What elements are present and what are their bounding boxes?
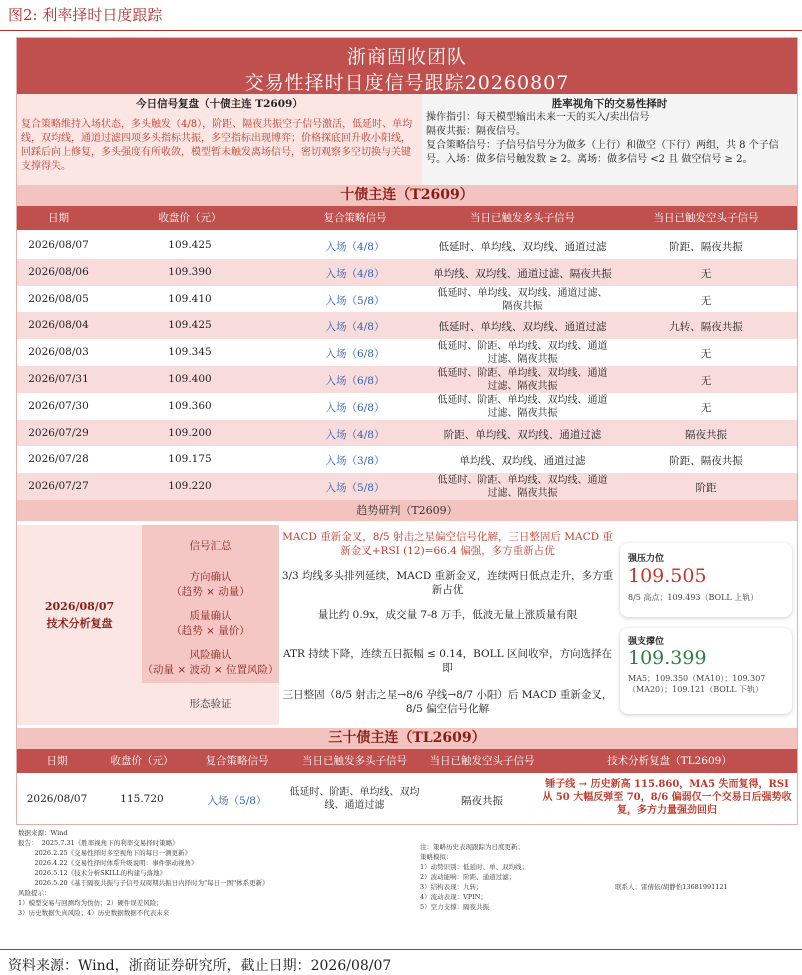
cell-date: 2026/08/05 [28,292,89,305]
cell-date: 2026/07/31 [28,373,89,385]
cell-short: 隔夜共振 [685,428,727,441]
table-row [17,312,797,339]
cell-short: 无 [700,375,712,387]
footnote-right: 注：策略历史表现跟踪为日度更新； 策略模拟： 1）动势识别：低延时、单、双均线； 2）波动能响：阶距、通道过滤； 3）结构表现：九转； 4）流动表现：VPIN； 5）空力支撑：隔夜共振 [420,843,529,911]
cell-close: 115.720 [120,793,164,805]
cell-long: 低延时、阶距、单均线、双均线、通道过滤、隔夜共振 [437,341,608,366]
support-label: 强支撑位 [628,637,665,647]
cell-signal: 入场（4/8） [325,321,385,334]
trend-item-title: 形态验证 [189,698,232,710]
intro-right-line: 复合策略信号：子信号信号分为做多（上行）和做空（下行）两组，共 8 个子信号。入场：做多信号触发数 ≥ 2。离场：做多信号 <2 且 做空信号 ≥ 2。 [426,140,779,165]
intro-left-text: 复合策略维持入场状态，多头触发（4/8），阶距、隔夜共振空子信号激活，低延时、单均线，双均线，通道过滤四项多头指标共振，多空指标出现博弈；价格探底回升收小阳线，回踩后向上修复，多头强度有所收敛，模型暂未触发离场信号，密切观察多空切换与关键支撑得失。 [21,119,413,172]
trend-item-title: 质量确认 [189,610,232,622]
t30-section-title: 三十债主连（TL2609） [17,728,797,749]
trend-item-name [142,603,279,642]
trend-item-sub: （趋势 × 量价） [171,625,250,637]
figure-title: 图2: 利率择时日度跟踪 [8,6,163,24]
support-sub: MA5；109.350（MA10）；109.307（MA20）；109.121（BOLL 下轨） [628,674,766,694]
banner [17,38,797,94]
cell-short: 无 [700,348,712,361]
cell-date: 2026/08/03 [28,346,89,359]
banner-title: 交易性择时日度信号跟踪20260807 [244,72,570,94]
support-value: 109.399 [628,647,707,669]
cell-date: 2026/08/04 [28,319,89,332]
col-close: 收盘价（元） [110,755,174,767]
cell-close: 109.345 [168,346,212,359]
cell-signal: 入场（6/8） [325,401,385,414]
trend-item-sub: （趋势 × 动量） [171,586,250,598]
trend-item-text: 三日整固（8/5 射击之星→8/6 孕线→8/7 小阳）后 MACD 重新金叉，8/5 偏空信号化解 [282,689,613,715]
cell-long: 单均线、双均线、通道过滤、隔夜共振 [433,267,612,280]
col-signal: 复合策略信号 [323,212,387,224]
pressure-value: 109.505 [628,565,707,587]
bottom-rule [0,949,802,950]
cell-date: 2026/08/07 [28,239,89,251]
t10-header [17,206,797,230]
cell-date: 2026/07/29 [28,426,89,439]
trend-item-name [142,642,279,683]
cell-date: 2026/07/28 [28,453,89,466]
cell-short: 无 [700,267,712,280]
support-card [620,628,792,714]
trend-item-title: 风险确认 [189,649,232,661]
trend-label: 技术分析复盘 [46,617,113,630]
trend-item-text: 3/3 均线多头排列延续，MACD 重新金叉，连续两日低点走升，多方重新占优 [281,570,614,596]
intro-right-line: 操作指引：每天模型输出未来一天的买入/卖出信号 [426,112,650,123]
trend-item-name [142,525,279,564]
col-long: 当日已触发多头子信号 [302,755,407,767]
table-row [17,473,797,500]
intro-right-title: 胜率视角下的交易性择时 [551,98,668,110]
col-short: 当日已触发空头子信号 [653,212,759,224]
cell-date: 2026/07/27 [28,480,89,493]
cell-signal: 入场（6/8） [325,348,385,361]
cell-close: 109.360 [168,399,212,412]
cell-date: 2026/07/30 [28,399,89,412]
trend-item-name [142,683,279,725]
col-analysis: 技术分析复盘（TL2609） [607,755,732,767]
table-row [17,339,797,366]
cell-signal: 入场（5/8） [325,294,385,307]
col-date: 日期 [46,755,68,767]
cell-long: 低延时、单均线、双均线、通道过滤 [438,241,607,253]
table-row [17,259,797,286]
cell-short: 隔夜共振 [461,795,503,807]
intro-right-line: 隔夜共振：隔夜信号。 [426,126,526,137]
trend-item-text: ATR 持续下降，连续五日振幅 ≤ 0.14，BOLL 区间收窄，方向选择在即 [283,648,612,674]
footnote-left: 数据来源：Wind 报告： 2025.7.31《胜率视角下的利率交易择时策略》 2026.2.25《交易性择时多空视角下的每日一测更新》 2026.4.22《交易性择时体系升级说明：事件驱动视角》 2026.5.12《技术分析SKILL的构建与落地》 2026.5.20《基于隔夜共振与子信号双周期共振日内择时为"每日一图"体系更新》 风险提示： 1）模型交易与回测均为伪仿；2）硬件误差风险； 3）历史数据失真风险；4）历史数据数据不代表未来 [18,829,269,917]
cell-signal: 入场（4/8） [325,267,385,280]
footnote-contact: 联系人：雷倩依/胡静怡13681991121 [615,883,728,891]
banner-team: 浙商固收团队 [346,46,467,68]
t30-row [17,775,797,825]
cell-signal: 入场（3/8） [325,455,385,468]
trend-item-title: 信号汇总 [189,540,232,552]
t30-header [17,749,797,773]
table-row [17,393,797,420]
cell-close: 109.425 [168,239,212,251]
pressure-card [620,543,792,617]
cell-short: 九转、隔夜共振 [669,321,743,334]
cell-close: 109.175 [168,453,212,466]
cell-long: 低延时、阶距、单均线、双均线、通道过滤 [289,787,420,811]
intro-left-title: 今日信号复盘（十债主连 T2609） [136,98,303,110]
pressure-sub: 8/5 高点；109.493（BOLL 上轨） [628,593,759,602]
cell-signal: 入场（5/8） [207,795,267,807]
title-rule [0,30,802,31]
table-row [17,420,797,447]
cell-close: 109.425 [168,319,212,332]
trend-section-title: 趋势研判（T2609） [17,500,797,521]
t10-section-title: 十债主连（T2609） [17,185,797,206]
cell-date: 2026/08/07 [26,793,88,805]
col-close: 收盘价（元） [158,212,222,224]
source-note: 资料来源：Wind，浙商证券研究所，截止日期：2026/08/07 [8,958,392,974]
cell-signal: 入场（4/8） [325,428,385,441]
cell-signal: 入场（6/8） [325,375,385,387]
cell-close: 109.410 [168,292,212,305]
cell-short: 无 [700,401,712,414]
cell-close: 109.200 [168,426,212,439]
cell-long: 低延时、单均线、双均线、通道过滤、隔夜共振 [437,287,608,312]
cell-long: 单均线、双均线、通道过滤 [459,455,586,468]
intro-right-text [426,111,792,167]
trend-left-panel [17,525,142,725]
table-row [17,366,797,393]
cell-short: 阶距 [695,482,717,495]
trend-item-title: 方向确认 [189,571,232,583]
trend-item-sub: （动量 × 波动 × 位置风险） [142,664,279,676]
trend-item-name [142,564,279,603]
col-signal: 复合策略信号 [205,755,269,767]
cell-signal: 入场（4/8） [325,241,385,253]
cell-close: 109.220 [168,480,212,493]
cell-long: 低延时、单均线、双均线、通道过滤 [438,321,607,334]
cell-short: 无 [700,294,712,307]
cell-long: 低延时、阶距、单均线、双均线、通道过滤、隔夜共振 [437,394,608,419]
table-row [17,286,797,313]
trend-date: 2026/08/07 [44,600,115,613]
trend-item-text: MACD 重新金叉，8/5 射击之星偏空信号化解，三日整固后 MACD 重新金叉+RSI (12)=66.4 偏强，多方重新占优 [282,531,613,557]
col-date: 日期 [48,212,69,224]
cell-close: 109.390 [168,265,212,278]
cell-long: 低延时、阶距、单均线、双均线、通道过滤、隔夜共振 [437,475,608,500]
table-row [17,232,797,259]
col-short: 当日已触发空头子信号 [429,755,535,767]
trend-item-text: 量比约 0.9x，成交量 7-8 万手，低波无量上涨质量有限 [317,609,578,621]
cell-signal: 入场（5/8） [325,482,385,495]
col-long: 当日已触发多头子信号 [470,212,575,224]
cell-analysis: 锤子线 → 历史新高 115.860，MA5 失而复得，RSI 从 50 大幅反弹至 70，8/6 偏弱仅一个交易日后强势收复，多方力量强劲回归 [542,779,792,816]
cell-short: 阶距、隔夜共振 [669,455,743,468]
report-card [16,37,798,825]
cell-close: 109.400 [168,373,212,385]
cell-long: 低延时、阶距、单均线、双均线、通道过滤、隔夜共振 [437,368,608,392]
cell-long: 阶距、单均线、双均线、通道过滤 [443,428,602,441]
table-row [17,446,797,473]
pressure-label: 强压力位 [628,554,665,564]
cell-short: 阶距、隔夜共振 [669,241,743,253]
cell-date: 2026/08/06 [28,265,89,278]
